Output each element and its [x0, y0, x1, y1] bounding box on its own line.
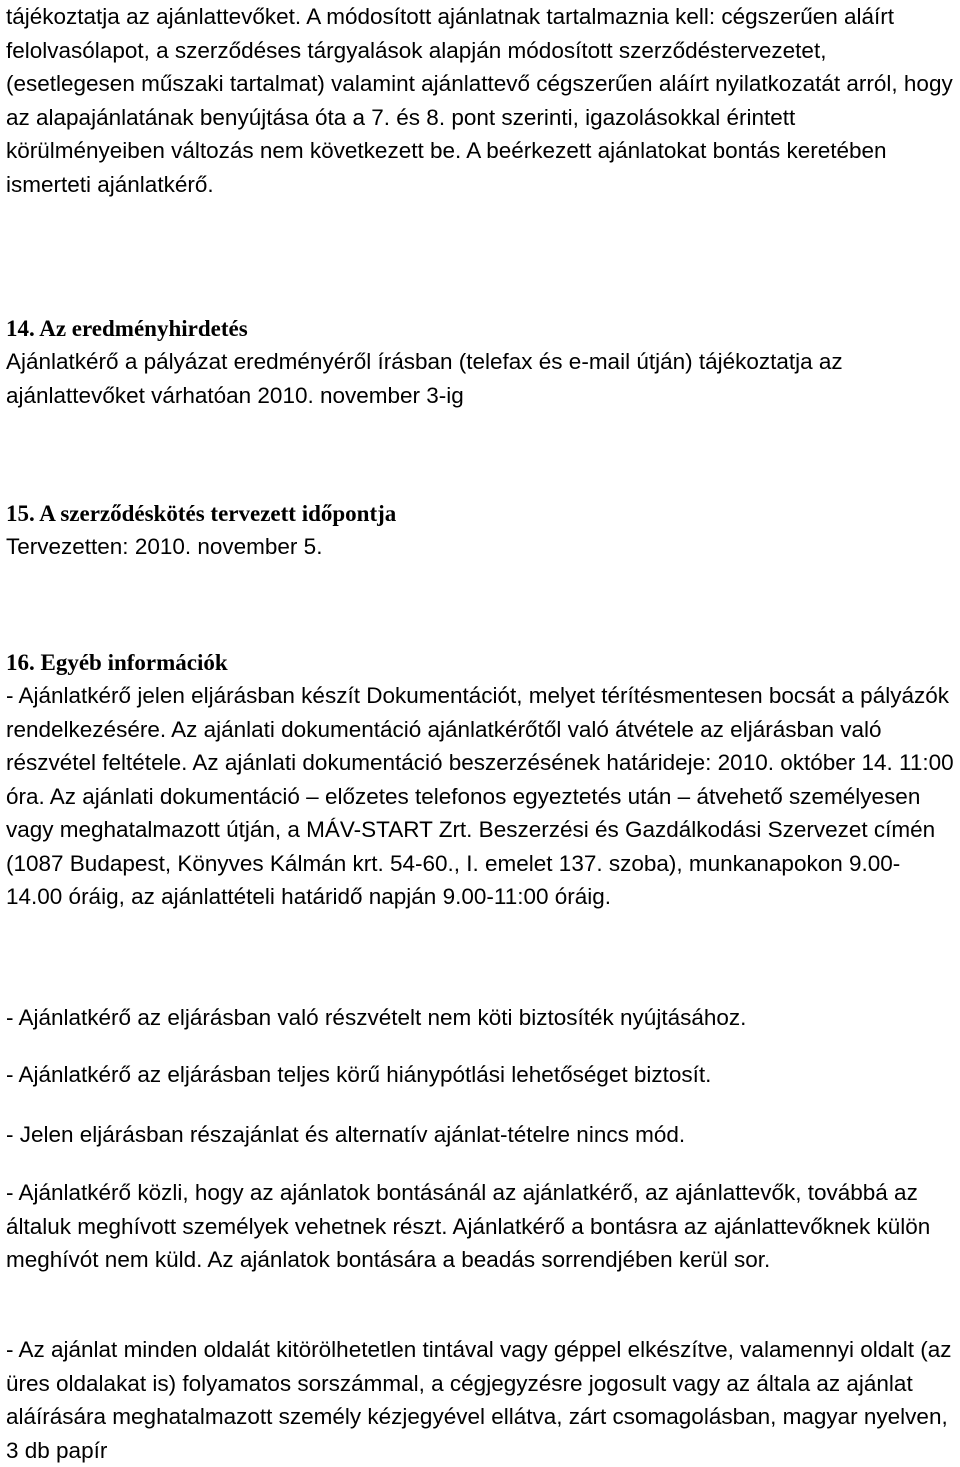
section-14-title: Az eredményhirdetés [39, 316, 248, 341]
section-16-item: - Jelen eljárásban részajánlat és alternatív ajánlat-tételre nincs mód. [6, 1122, 686, 1147]
section-16-item: - Ajánlatkérő az eljárásban való részvételt nem köti biztosíték nyújtásához. [6, 1005, 747, 1030]
section-15 [6, 498, 956, 564]
section-16-title: Egyéb információk [40, 650, 228, 675]
intro-paragraph: tájékoztatja az ajánlattevőket. A módosított ajánlatnak tartalmaznia kell: cégszerűen aláírt felolvasólapot, a szerződéses tárgyalások alapján módosított szerződéstervezetet, (esetlegesen műszaki tartalmat) valamint ajánlattevő cégszerűen aláírt nyilatkozatát arról, hogy az alapajánlatának benyújtása óta a 7. és 8. pont szerinti, igazolásokkal érintett körülményeiben változás nem következett be. A beérkezett ajánlatokat bontás keretében ismerteti ajánlatkérő. [6, 4, 953, 197]
section-15-body: Tervezetten: 2010. november 5. [6, 534, 323, 559]
section-16-item: - Ajánlatkérő az eljárásban teljes körű hiánypótlási lehetőséget biztosít. [6, 1062, 712, 1087]
section-16-item: - Az ajánlat minden oldalát kitörölhetetlen tintával vagy géppel elkészítve, valamennyi oldalt (az üres oldalakat is) folyamatos sorszámmal, a cégjegyzésre jogosult vagy az általa az ajánlat aláírására meghatalmazott személy kézjegyével ellátva, zárt csomagolásban, magyar nyelven, 3 db papír [6, 1337, 952, 1463]
section-16-number: 16. [6, 650, 35, 675]
section-16 [6, 647, 956, 914]
section-14 [6, 313, 956, 412]
section-14-body: Ajánlatkérő a pályázat eredményéről írásban (telefax és e-mail útján) tájékoztatja az ajánlattevőket várhatóan 2010. november 3-ig [6, 349, 843, 408]
section-16-heading [6, 647, 956, 679]
section-16-item: - Ajánlatkérő jelen eljárásban készít Dokumentációt, melyet térítésmentesen bocsát a pályázók rendelkezésére. Az ajánlati dokumentáció ajánlatkérőtől való átvétele az eljárásban való részvétel feltétele. Az ajánlati dokumentáció beszerzésének határideje: 2010. október 14. 11:00 óra. Az ajánlati dokumentáció – előzetes telefonos egyeztetés után – átvehető személyesen vagy meghatalmazott útján, a MÁV-START Zrt. Beszerzési és Gazdálkodási Szervezet címén (1087 Budapest, Könyves Kálmán krt. 54-60., I. emelet 137. szoba), munkanapokon 9.00-14.00 óráig, az ajánlattételi határidő napján 9.00-11:00 óráig. [6, 683, 954, 909]
section-14-heading [6, 313, 956, 345]
section-15-heading [6, 498, 956, 530]
section-16-item: - Ajánlatkérő közli, hogy az ajánlatok bontásánál az ajánlatkérő, az ajánlattevők, továbbá az általuk meghívott személyek vehetnek részt. Ajánlatkérő a bontásra az ajánlattevőknek külön meghívót nem küld. Az ajánlatok bontására a beadás sorrendjében kerül sor. [6, 1180, 931, 1272]
section-15-number: 15. [6, 501, 35, 526]
section-14-number: 14. [6, 316, 35, 341]
section-15-title: A szerződéskötés tervezett időpontja [39, 501, 397, 526]
